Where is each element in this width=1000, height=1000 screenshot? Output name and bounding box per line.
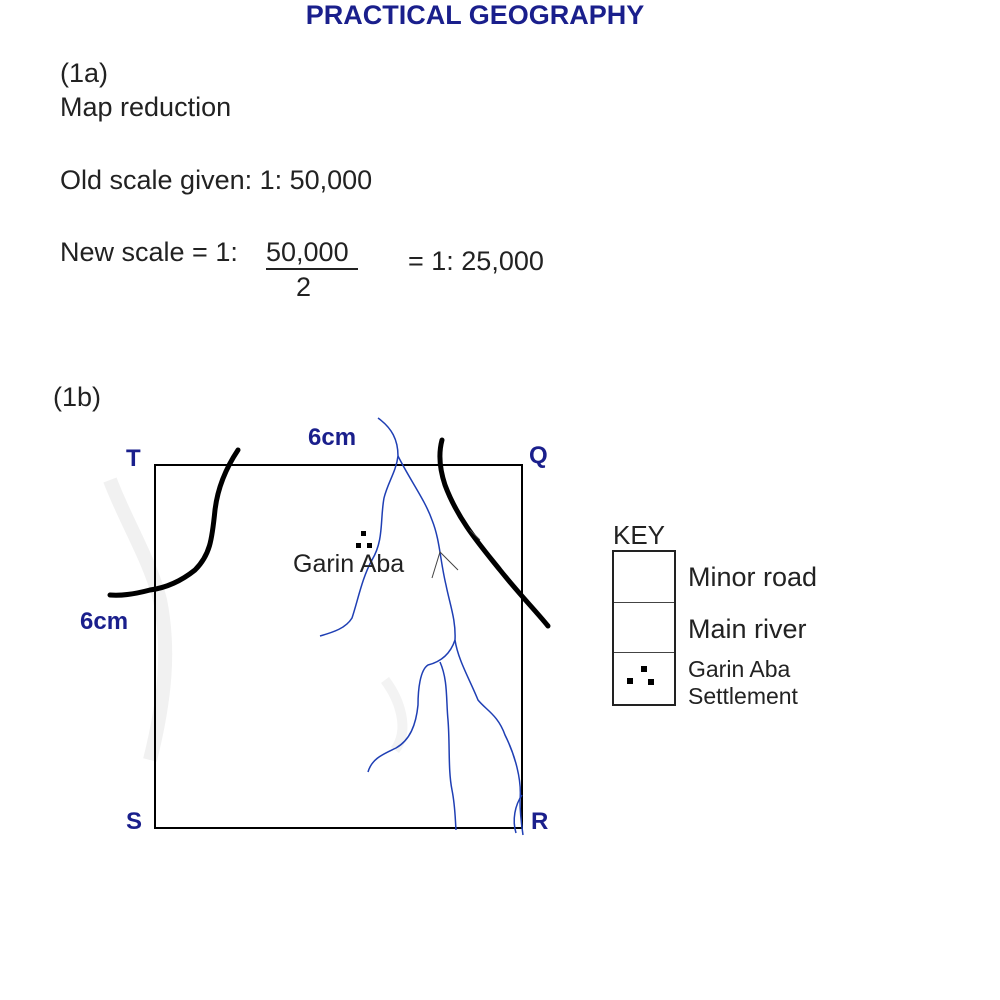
key-label-main-river: Main river <box>688 614 807 644</box>
main-river <box>440 662 456 830</box>
key-box <box>612 550 676 706</box>
pencil-mark <box>432 552 458 578</box>
fraction-numerator: 50,000 <box>266 237 349 267</box>
side-dimension-label: 6cm <box>80 608 129 635</box>
part-b-label: (1b) <box>53 382 102 412</box>
fraction-denominator: 2 <box>296 272 312 302</box>
corner-r-label: R <box>531 808 549 835</box>
new-scale-prefix: New scale = 1: <box>60 237 238 267</box>
main-river <box>368 640 455 772</box>
top-dimension-label: 6cm <box>308 424 357 451</box>
part-a-label: (1a) <box>60 58 109 88</box>
key-label-settlement-line1: Garin Aba <box>688 656 791 682</box>
settlement-dot <box>356 543 361 548</box>
key-settlement-dot <box>627 678 633 684</box>
corner-s-label: S <box>126 808 143 835</box>
key-settlement-dot <box>648 679 654 685</box>
new-scale-result: = 1: 25,000 <box>408 246 544 276</box>
key-cell-road <box>614 552 674 603</box>
key-title: KEY <box>613 520 666 550</box>
key-settlement-dot <box>641 666 647 672</box>
old-scale-text: Old scale given: 1: 50,000 <box>60 165 373 195</box>
corner-q-label: Q <box>529 442 548 469</box>
corner-t-label: T <box>126 445 141 472</box>
settlement-dot <box>361 531 366 536</box>
key-label-settlement-line2: Settlement <box>688 683 798 709</box>
eraser-mark <box>385 680 402 750</box>
key-cell-river <box>614 602 674 653</box>
part-a-heading: Map reduction <box>60 92 232 122</box>
settlement-dot <box>367 543 372 548</box>
settlement-name-label: Garin Aba <box>293 550 405 578</box>
key-label-minor-road: Minor road <box>688 562 818 592</box>
page-title: PRACTICAL GEOGRAPHY <box>305 0 645 30</box>
map-frame <box>155 465 522 828</box>
